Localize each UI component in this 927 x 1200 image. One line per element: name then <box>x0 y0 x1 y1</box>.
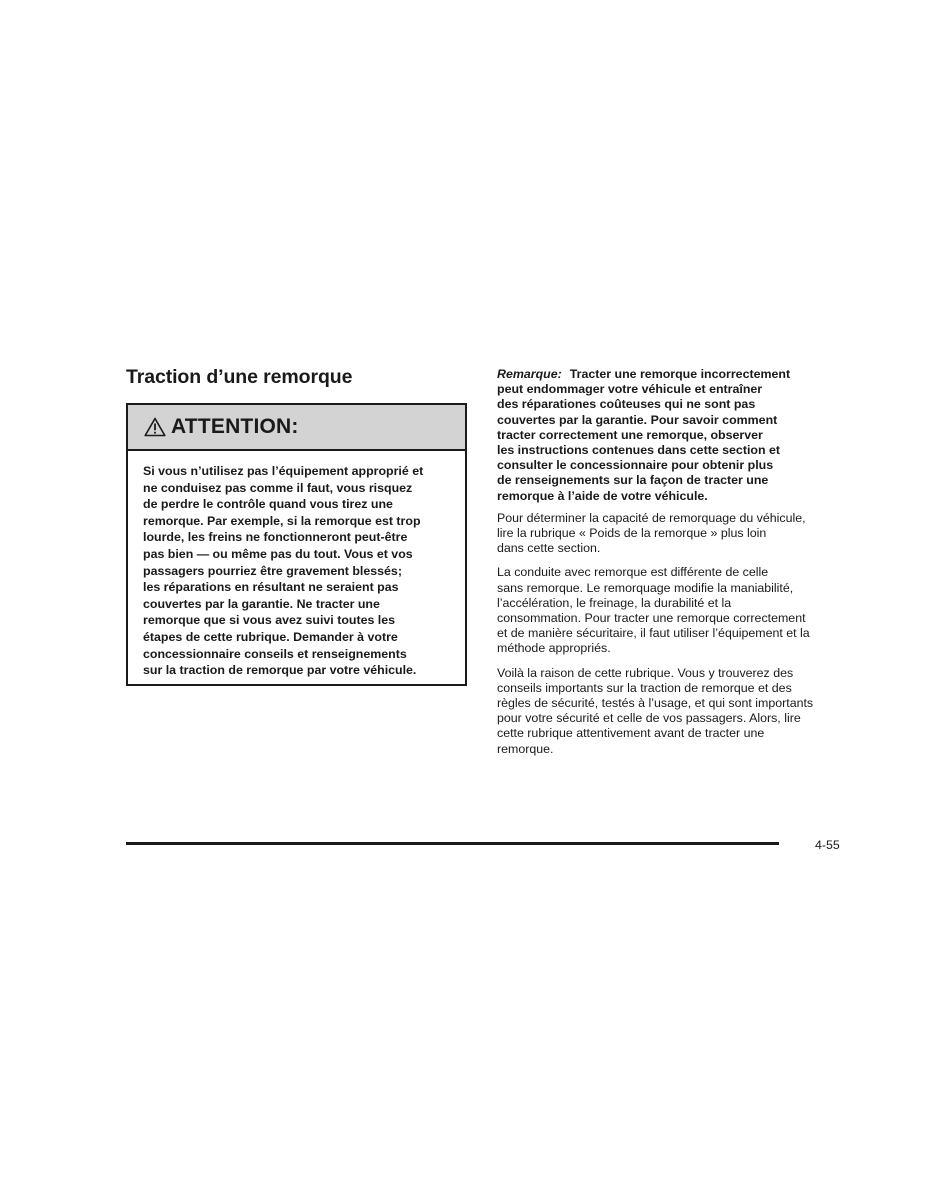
warning-triangle-icon <box>144 417 166 437</box>
attention-line: étapes de cette rubrique. Demander à votre <box>143 629 398 644</box>
attention-line: sur la traction de remorque par votre véhicule. <box>143 663 417 678</box>
paragraph-line: Pour déterminer la capacité de remorquage du véhicule, <box>497 510 806 525</box>
note-line: des réparationes coûteuses qui ne sont pas <box>497 397 756 412</box>
note-label: Remarque: <box>497 367 562 381</box>
paragraph-section-purpose <box>497 666 847 757</box>
note-line: peut endommager votre véhicule et entraîner <box>497 382 763 397</box>
note-paragraph <box>497 367 847 504</box>
paragraph-line: méthode appropriés. <box>497 641 611 656</box>
right-column <box>497 367 847 766</box>
paragraph-line: lire la rubrique « Poids de la remorque » plus loin <box>497 526 767 541</box>
paragraph-line: La conduite avec remorque est différente de celle <box>497 565 769 580</box>
note-line: remorque à l’aide de votre véhicule. <box>497 488 708 503</box>
paragraph-line: conseils importants sur la traction de remorque et des <box>497 680 792 695</box>
paragraph-line: consommation. Pour tracter une remorque correctement <box>497 611 806 626</box>
attention-line: remorque que si vous avez suivi toutes les <box>143 613 396 628</box>
attention-line: ne conduisez pas comme il faut, vous risquez <box>143 480 413 495</box>
attention-box <box>126 403 467 686</box>
note-first-line <box>497 367 847 382</box>
paragraph-line: règles de sécurité, testés à l’usage, et qui sont importants <box>497 696 814 711</box>
attention-line: couvertes par la garantie. Ne tracter une <box>143 596 380 611</box>
paragraph-line: remorque. <box>497 741 554 756</box>
page-number: 4-55 <box>815 838 840 852</box>
paragraph-line: cette rubrique attentivement avant de tracter une <box>497 726 765 741</box>
paragraph-line: l’accélération, le freinage, la durabilité et la <box>497 595 732 610</box>
section-title: Traction d’une remorque <box>126 366 353 388</box>
paragraph-line: dans cette section. <box>497 541 601 556</box>
paragraph-driving-differences <box>497 565 847 656</box>
paragraph-line: pour votre sécurité et celle de vos passagers. Alors, lire <box>497 711 801 726</box>
note-line: Tracter une remorque incorrectement <box>569 367 791 381</box>
attention-header <box>128 405 465 451</box>
note-line: les instructions contenues dans cette section et <box>497 443 780 458</box>
attention-line: les réparations en résultant ne seraient pas <box>143 580 399 595</box>
note-line: couvertes par la garantie. Pour savoir comment <box>497 412 778 427</box>
footer-rule <box>126 842 779 845</box>
attention-text <box>143 463 461 679</box>
paragraph-line: et de manière sécuritaire, il faut utiliser l’équipement et la <box>497 626 810 641</box>
attention-line: passagers pourriez être gravement blessés; <box>143 563 402 578</box>
attention-title: ATTENTION: <box>171 415 299 438</box>
paragraph-line: sans remorque. Le remorquage modifie la maniabilité, <box>497 580 794 595</box>
attention-line: pas bien — ou même pas du tout. Vous et vos <box>143 546 413 561</box>
attention-line: concessionnaire conseils et renseignements <box>143 646 407 661</box>
note-line: tracter correctement une remorque, observer <box>497 427 763 442</box>
attention-line: remorque. Par exemple, si la remorque est trop <box>143 513 421 528</box>
attention-line: de perdre le contrôle quand vous tirez une <box>143 497 393 512</box>
note-line: de renseignements sur la façon de tracter une <box>497 473 769 488</box>
attention-line: lourde, les freins ne fonctionneront peut-être <box>143 530 408 545</box>
paragraph-line: Voilà la raison de cette rubrique. Vous y trouverez des <box>497 665 794 680</box>
note-line: consulter le concessionnaire pour obtenir plus <box>497 458 774 473</box>
paragraph-towing-capacity <box>497 511 847 557</box>
attention-line: Si vous n’utilisez pas l’équipement approprié et <box>143 464 424 478</box>
